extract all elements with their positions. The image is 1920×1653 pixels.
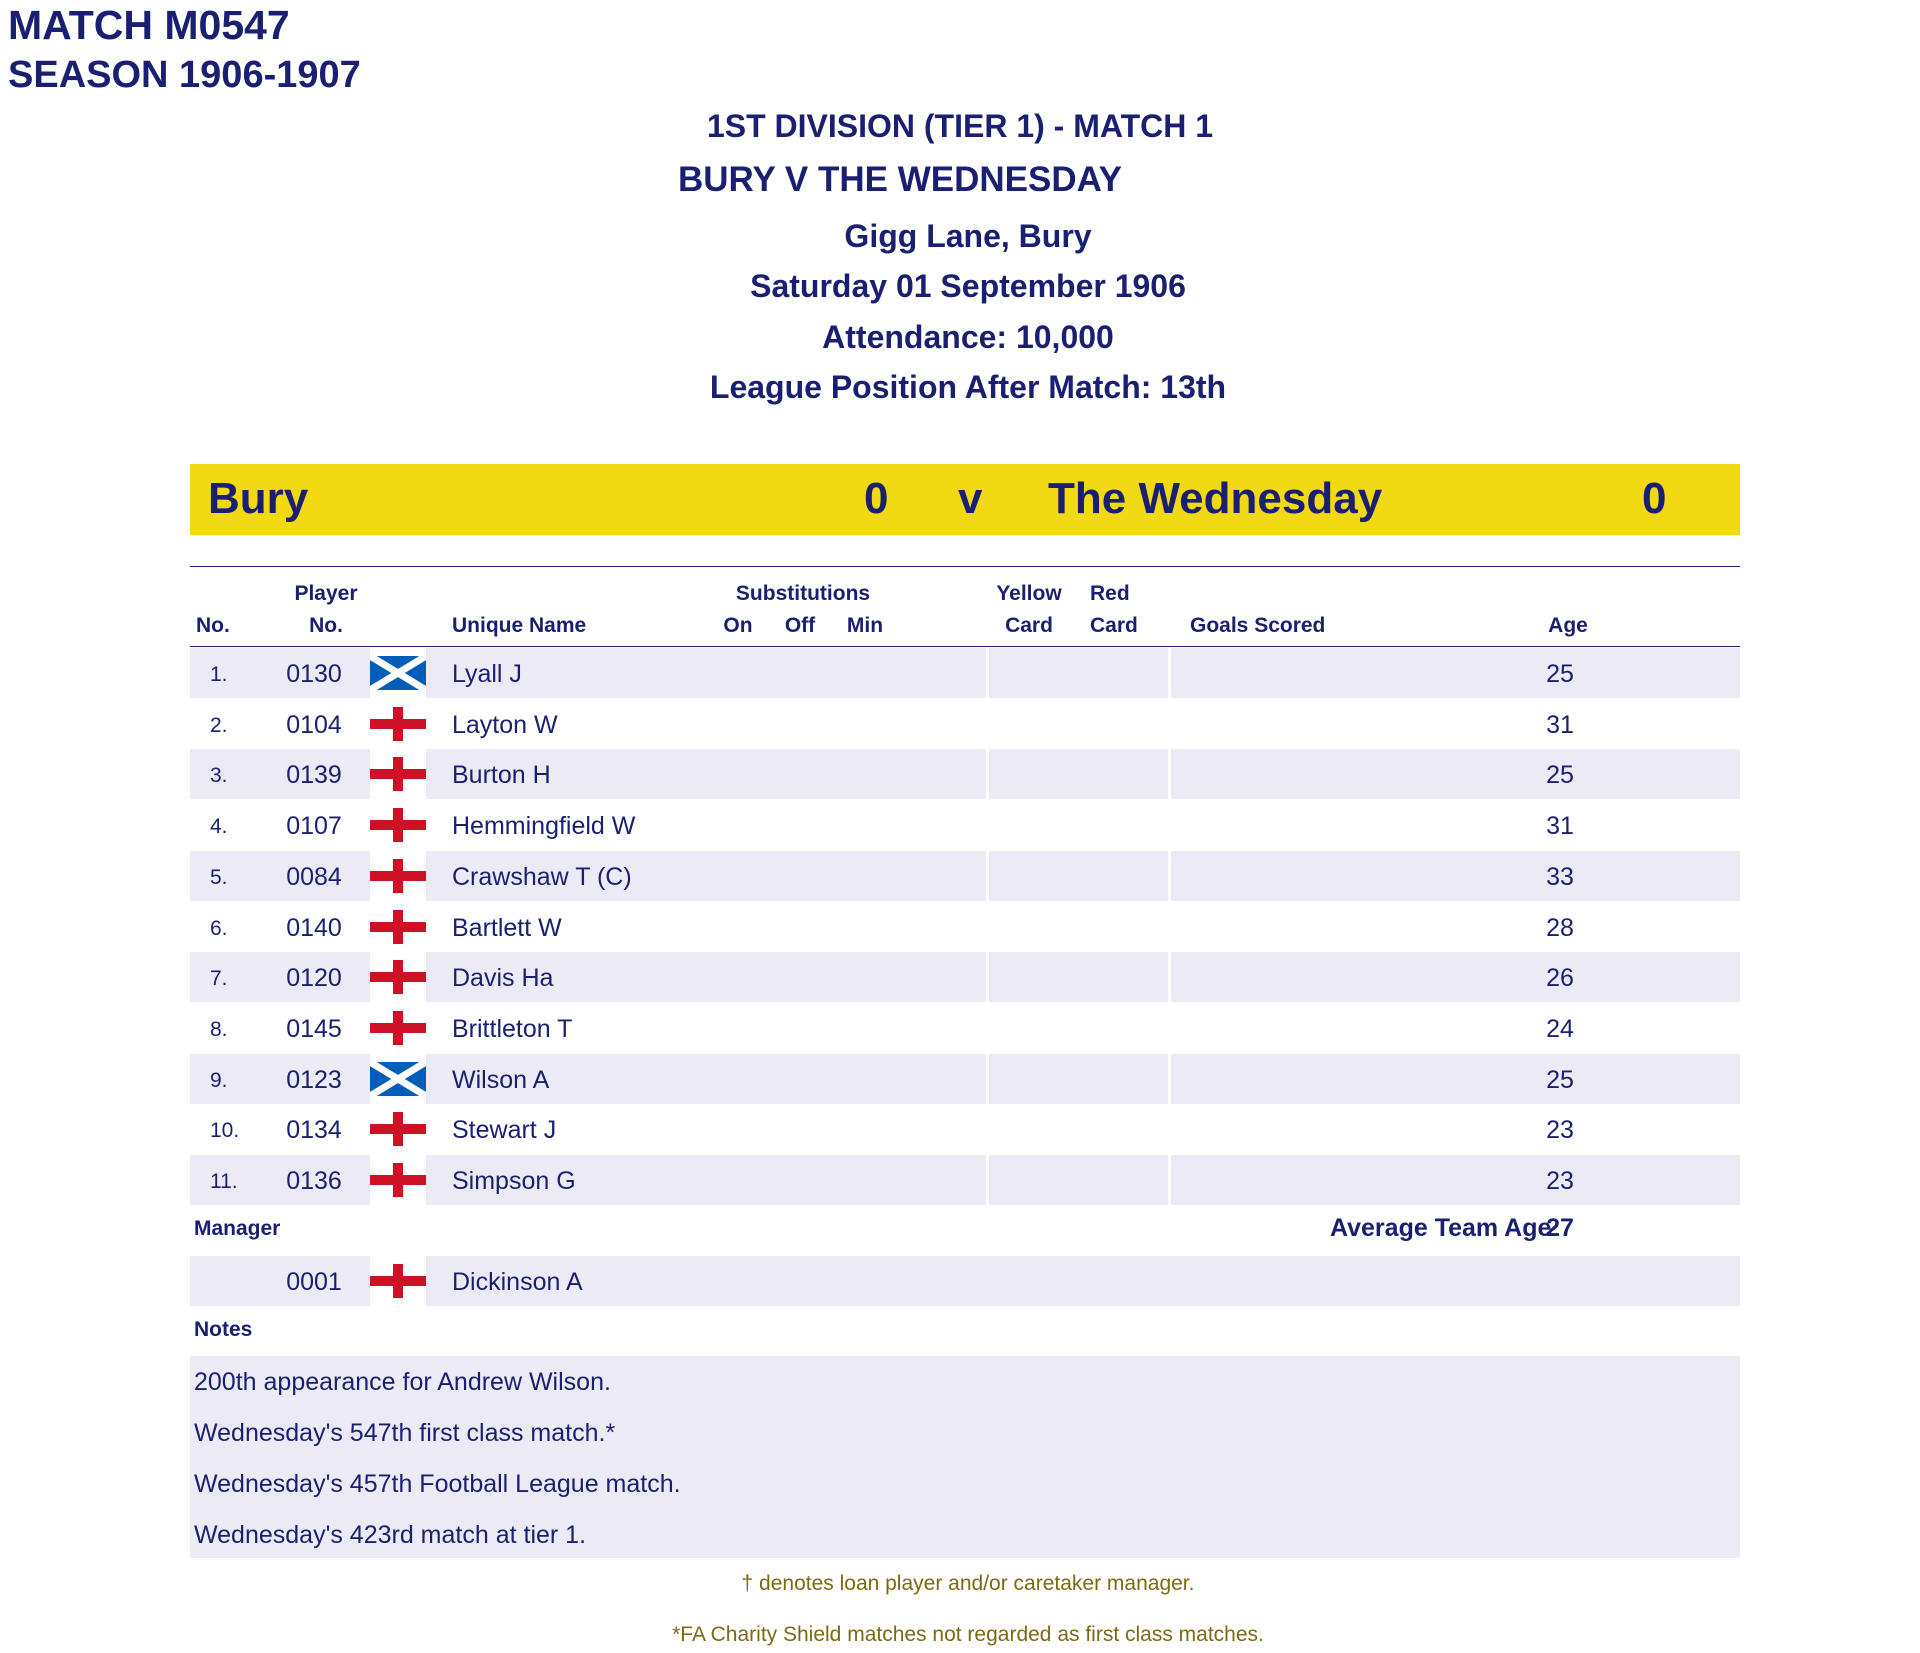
player-number: 0130 <box>286 660 342 688</box>
column-gap <box>986 851 989 901</box>
loan-footnote: † denotes loan player and/or caretaker manager. <box>741 1572 1195 1595</box>
column-gap <box>1168 902 1171 952</box>
player-age: 24 <box>1546 1014 1574 1043</box>
away-score: 0 <box>1642 474 1667 523</box>
league-position: League Position After Match: 13th <box>709 369 1227 405</box>
match-id-title: MATCH M0547 <box>8 2 290 48</box>
average-age-value: 27 <box>1546 1214 1574 1242</box>
player-age: 25 <box>1546 761 1574 790</box>
england-flag-icon <box>370 1104 426 1154</box>
header-red-top: Red <box>1090 582 1130 605</box>
player-number: 0136 <box>286 1167 342 1195</box>
england-flag-icon <box>370 1003 426 1053</box>
table-row <box>190 952 1740 1002</box>
player-name: Bartlett W <box>452 913 562 942</box>
player-age: 31 <box>1546 812 1574 841</box>
column-gap <box>986 1003 989 1053</box>
england-flag-icon <box>370 851 426 901</box>
table-row <box>190 1054 1740 1104</box>
average-age-label: Average Team Age <box>1330 1214 1552 1242</box>
table-row <box>190 1104 1740 1154</box>
note-item: Wednesday's 423rd match at tier 1. <box>194 1521 587 1549</box>
versus-label: v <box>958 474 983 523</box>
player-name: Stewart J <box>452 1116 557 1145</box>
row-number: 9. <box>210 1068 228 1092</box>
table-top-divider <box>190 566 1740 567</box>
column-gap <box>986 749 989 799</box>
header-substitutions: Substitutions <box>735 582 871 605</box>
home-team-name: Bury <box>208 474 309 523</box>
england-flag-icon <box>370 902 426 952</box>
match-date: Saturday 01 September 1906 <box>750 268 1186 304</box>
column-gap <box>1168 800 1171 850</box>
player-age: 33 <box>1546 862 1574 891</box>
season-title: SEASON 1906-1907 <box>8 54 361 96</box>
header-unique-name: Unique Name <box>452 614 587 637</box>
charity-shield-footnote: *FA Charity Shield matches not regarded as first class matches. <box>672 1623 1264 1646</box>
column-gap <box>986 1104 989 1154</box>
england-flag-icon <box>370 1256 426 1306</box>
header-yellow-top: Yellow <box>996 582 1062 605</box>
scotland-flag-icon <box>370 1054 426 1104</box>
player-number: 0139 <box>286 761 342 790</box>
header-player-bottom: No. <box>309 614 343 637</box>
player-age: 23 <box>1546 1167 1574 1195</box>
header-red-bottom: Card <box>1090 614 1138 637</box>
column-gap <box>1168 1054 1171 1104</box>
england-flag-icon <box>370 952 426 1002</box>
header-sub-min: Min <box>846 614 884 637</box>
player-name: Brittleton T <box>452 1014 573 1043</box>
player-name: Crawshaw T (C) <box>452 862 632 891</box>
notes-box <box>190 1356 1740 1558</box>
column-gap <box>1168 648 1171 698</box>
notes-label: Notes <box>194 1318 253 1341</box>
row-number: 5. <box>210 865 228 889</box>
venue: Gigg Lane, Bury <box>844 218 1092 254</box>
scotland-flag-icon <box>370 648 426 698</box>
england-flag-icon <box>370 699 426 749</box>
header-yellow-bottom: Card <box>1005 614 1053 637</box>
column-gap <box>1168 1155 1171 1205</box>
column-gap <box>986 952 989 1002</box>
player-name: Hemmingfield W <box>452 812 636 841</box>
column-gap <box>986 902 989 952</box>
table-row <box>190 1003 1740 1053</box>
england-flag-icon <box>370 1155 426 1205</box>
table-row <box>190 902 1740 952</box>
note-item: Wednesday's 547th first class match.* <box>194 1419 616 1447</box>
player-number: 0145 <box>286 1014 342 1043</box>
column-gap <box>986 800 989 850</box>
header-player-top: Player <box>294 582 358 605</box>
player-number: 0134 <box>286 1116 342 1145</box>
column-gap <box>1168 699 1171 749</box>
player-age: 25 <box>1546 1065 1574 1094</box>
player-age: 31 <box>1546 710 1574 739</box>
manager-name: Dickinson A <box>452 1268 583 1296</box>
player-age: 25 <box>1546 660 1574 688</box>
england-flag-icon <box>370 749 426 799</box>
column-gap <box>1168 851 1171 901</box>
score-banner <box>190 464 1740 535</box>
fixture-heading: BURY V THE WEDNESDAY <box>677 160 1123 199</box>
player-number: 0140 <box>286 913 342 942</box>
header-sub-off: Off <box>784 614 816 637</box>
table-row <box>190 851 1740 901</box>
player-number: 0123 <box>286 1065 342 1094</box>
player-name: Wilson A <box>452 1065 550 1094</box>
column-gap <box>1168 1003 1171 1053</box>
player-number: 0104 <box>286 710 342 739</box>
manager-player-no: 0001 <box>286 1268 342 1296</box>
note-item: Wednesday's 457th Football League match. <box>194 1470 681 1498</box>
header-divider <box>190 646 1740 647</box>
column-gap <box>986 1155 989 1205</box>
attendance: Attendance: 10,000 <box>822 319 1114 355</box>
table-row <box>190 648 1740 698</box>
england-flag-icon <box>370 800 426 850</box>
player-name: Layton W <box>452 710 558 739</box>
row-number: 10. <box>210 1119 240 1143</box>
row-number: 2. <box>210 713 228 737</box>
column-gap <box>986 699 989 749</box>
home-score: 0 <box>864 474 889 523</box>
column-gap <box>986 1054 989 1104</box>
table-row <box>190 1155 1740 1205</box>
manager-row <box>190 1256 1740 1306</box>
player-age: 28 <box>1546 913 1574 942</box>
row-number: 6. <box>210 916 228 940</box>
player-name: Lyall J <box>452 660 522 688</box>
row-number: 8. <box>210 1017 228 1041</box>
player-number: 0120 <box>286 964 342 993</box>
player-number: 0084 <box>286 862 342 891</box>
player-name: Simpson G <box>452 1167 576 1195</box>
column-gap <box>1168 952 1171 1002</box>
column-gap <box>1168 1104 1171 1154</box>
table-row <box>190 699 1740 749</box>
division-heading: 1ST DIVISION (TIER 1) - MATCH 1 <box>706 108 1214 144</box>
header-goals-scored: Goals Scored <box>1190 614 1326 637</box>
row-number: 7. <box>210 967 228 991</box>
header-no: No. <box>196 614 230 637</box>
away-team-name: The Wednesday <box>1048 474 1383 523</box>
player-number: 0107 <box>286 812 342 841</box>
header-sub-on: On <box>723 614 753 637</box>
player-age: 26 <box>1546 964 1574 993</box>
column-gap <box>1168 749 1171 799</box>
column-gap <box>986 648 989 698</box>
player-name: Davis Ha <box>452 964 554 993</box>
note-item: 200th appearance for Andrew Wilson. <box>194 1368 611 1396</box>
table-row <box>190 749 1740 799</box>
manager-label: Manager <box>194 1217 281 1240</box>
row-number: 3. <box>210 764 228 788</box>
row-number: 11. <box>210 1170 238 1193</box>
player-name: Burton H <box>452 761 551 790</box>
table-row <box>190 800 1740 850</box>
header-age: Age <box>1548 614 1588 637</box>
player-age: 23 <box>1546 1116 1574 1145</box>
row-number: 1. <box>210 663 228 686</box>
row-number: 4. <box>210 815 228 839</box>
